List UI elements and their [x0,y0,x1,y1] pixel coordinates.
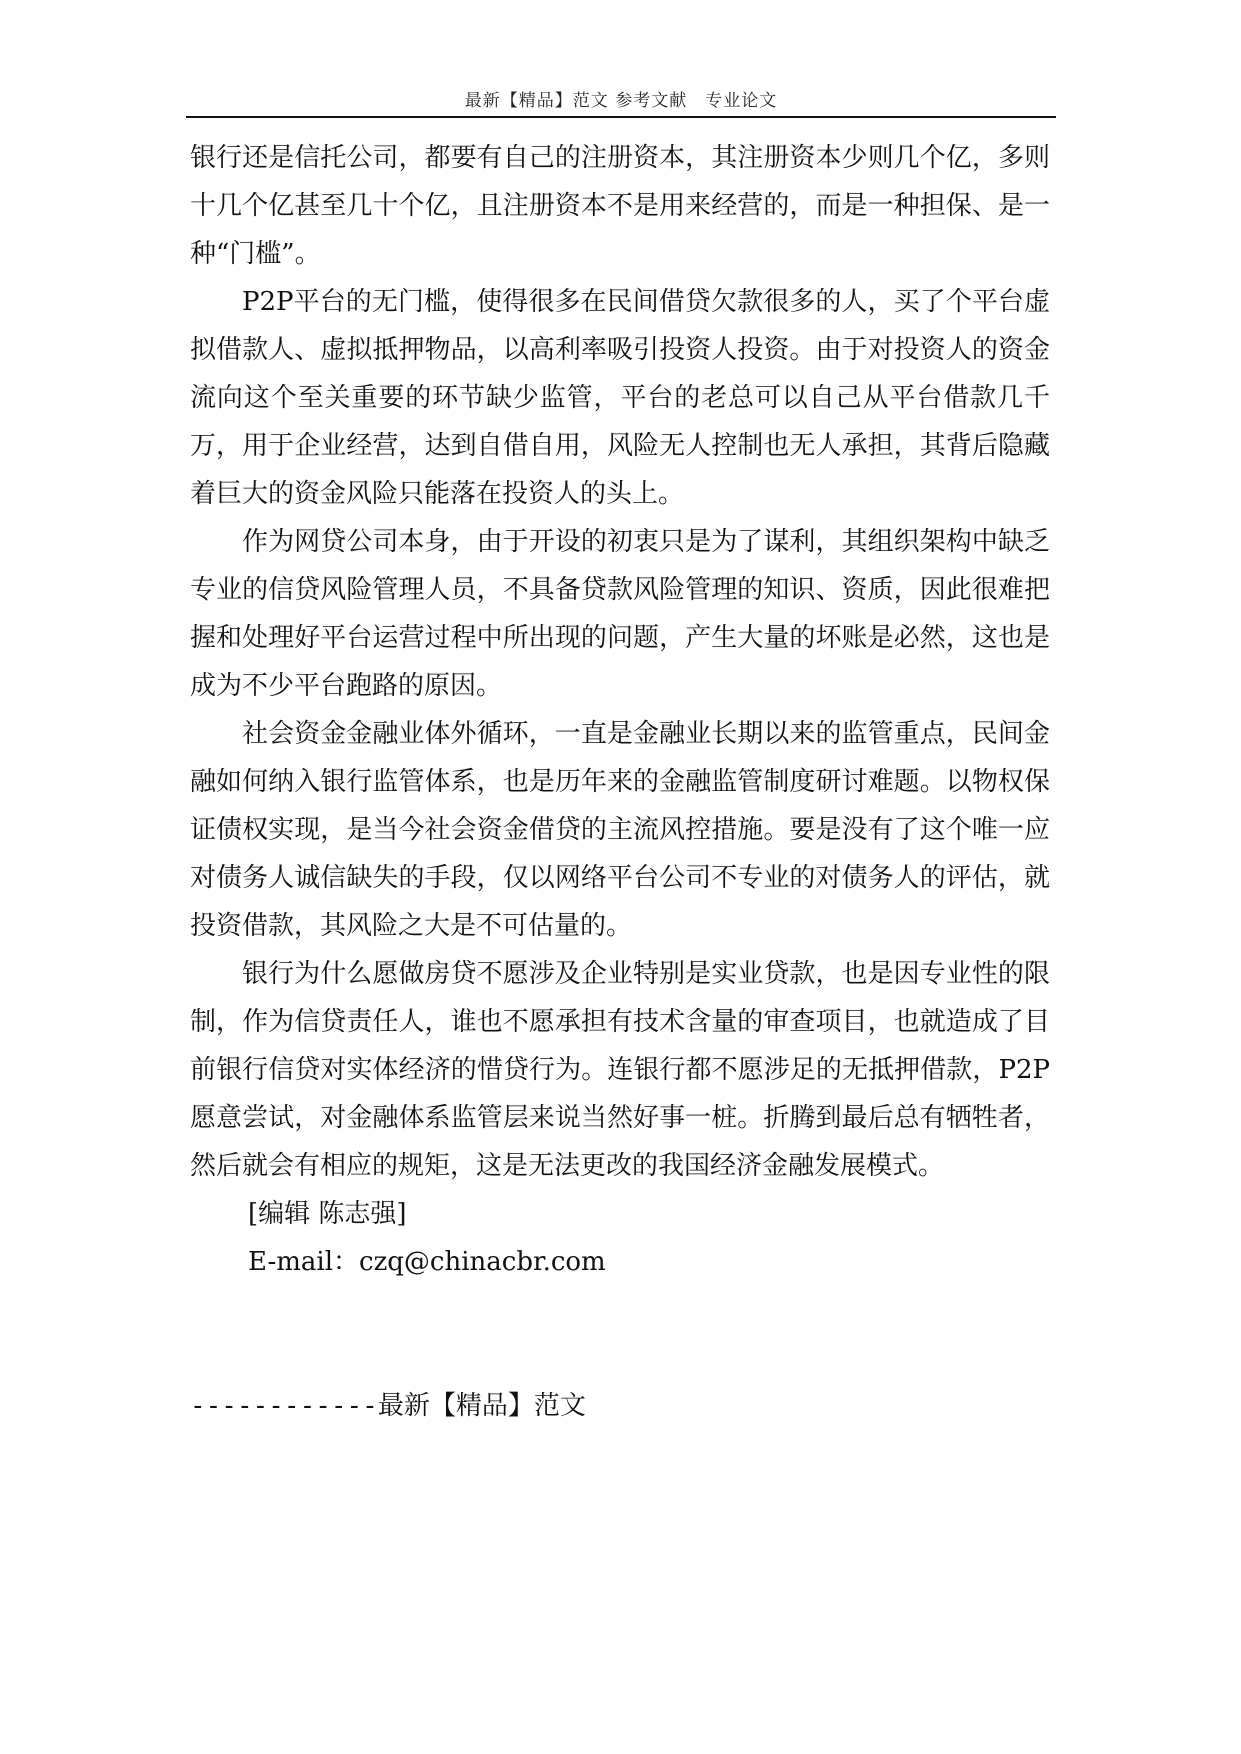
paragraph: P2P平台的无门槛，使得很多在民间借贷欠款很多的人，买了个平台虚拟借款人、虚拟抵押物品，以高利率吸引投资人投资。由于对投资人的资金流向这个至关重要的环节缺少监管，平台的老总可以自己从平台借款几千万，用于企业经营，达到自借自用，风险无人控制也无人承担，其背后隐藏着巨大的资金风险只能落在投资人的头上。 [190,287,1050,509]
footer-dashes: ------------ [190,1391,378,1421]
article-body [190,134,1050,1286]
paragraph: 作为网贷公司本身，由于开设的初衷只是为了谋利，其组织架构中缺乏专业的信贷风险管理人员，不具备贷款风险管理的知识、资质，因此很难把握和处理好平台运营过程中所出现的问题，产生大量的坏账是必然，这也是成为不少平台跑路的原因。 [190,527,1050,701]
page-header: 最新【精品】范文 参考文献 专业论文 [464,91,778,111]
editor-email: E-mail：czq@chinacbr.com [248,1247,606,1277]
footer-text: 最新【精品】范文 [377,1391,586,1421]
paragraph: 银行为什么愿做房贷不愿涉及企业特别是实业贷款，也是因专业性的限制，作为信贷责任人，谁也不愿承担有技术含量的审查项目，也就造成了目前银行信贷对实体经济的惜贷行为。连银行都不愿涉足的无抵押借款，P2P愿意尝试，对金融体系监管层来说当然好事一桩。折腾到最后总有牺牲者，然后就会有相应的规矩，这是无法更改的我国经济金融发展模式。 [190,959,1050,1181]
header-divider [186,116,1056,118]
paragraph: 银行还是信托公司，都要有自己的注册资本，其注册资本少则几个亿，多则十几个亿甚至几十个亿，且注册资本不是用来经营的，而是一种担保、是一种“门槛”。 [190,143,1050,269]
page-footer [190,1382,586,1430]
editor-credit: [编辑 陈志强] [248,1199,407,1229]
paragraph: 社会资金金融业体外循环，一直是金融业长期以来的监管重点，民间金融如何纳入银行监管体系，也是历年来的金融监管制度研讨难题。以物权保证债权实现，是当今社会资金借贷的主流风控措施。要是没有了这个唯一应对债务人诚信缺失的手段，仅以网络平台公司不专业的对债务人的评估，就投资借款，其风险之大是不可估量的。 [190,719,1050,941]
